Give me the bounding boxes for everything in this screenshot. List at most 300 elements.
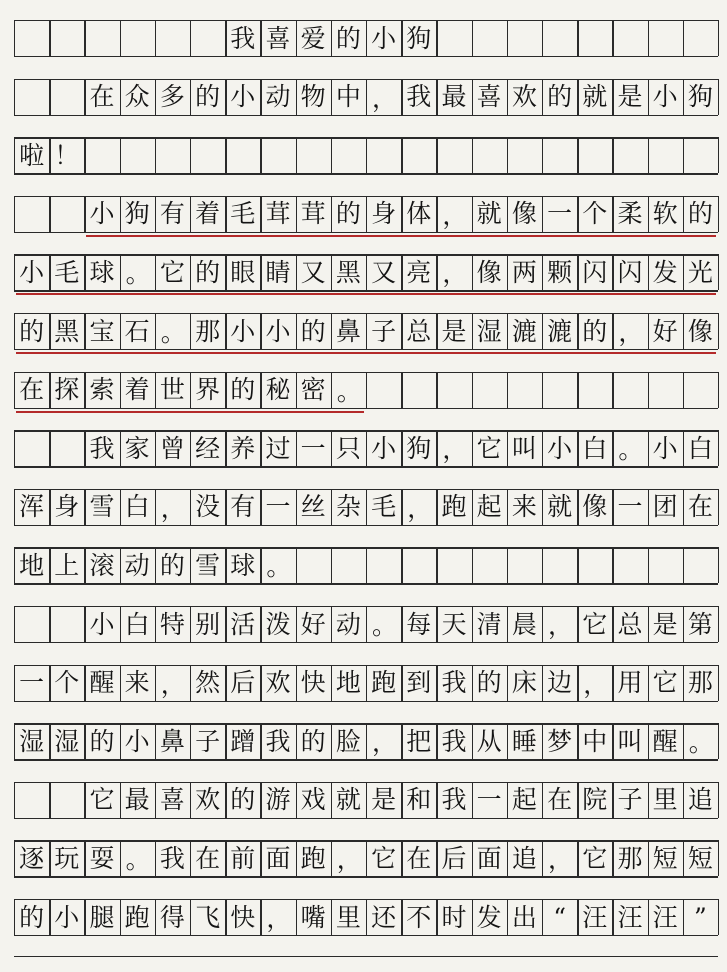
grid-cell: 院 xyxy=(582,785,608,815)
grid-line xyxy=(436,137,437,173)
grid-cell: 我 xyxy=(441,726,467,756)
grid-cell: 柔 xyxy=(617,199,643,229)
grid-cell xyxy=(14,20,49,56)
grid-line xyxy=(683,137,684,173)
grid-cell: 把 xyxy=(406,726,432,756)
grid-cell: 。 xyxy=(688,728,714,758)
grid-cell: 最 xyxy=(441,82,467,112)
grid-cell: 家 xyxy=(124,433,150,463)
grid-cell: 在 xyxy=(19,375,45,405)
grid-cell: 小 xyxy=(547,433,573,463)
grid-cell: 小 xyxy=(371,23,397,53)
grid-cell: 喜 xyxy=(159,785,185,815)
grid-cell: ， xyxy=(442,200,468,230)
underline-mark xyxy=(16,411,364,413)
grid-cell: 界 xyxy=(195,375,221,405)
grid-line xyxy=(14,232,718,233)
grid-cell: 发 xyxy=(476,902,502,932)
grid-cell: 然 xyxy=(195,668,221,698)
grid-line xyxy=(14,290,718,291)
grid-cell: 起 xyxy=(511,785,537,815)
grid-cell: 跑 xyxy=(300,843,326,873)
grid-cell: 它 xyxy=(582,609,608,639)
grid-cell: 游 xyxy=(265,785,291,815)
grid-cell: 一 xyxy=(300,433,326,463)
grid-cell: 狗 xyxy=(687,82,713,112)
grid-cell xyxy=(49,782,84,818)
grid-cell: 软 xyxy=(652,199,678,229)
grid-cell: 密 xyxy=(300,375,326,405)
grid-cell: 床 xyxy=(511,668,537,698)
grid-cell: 团 xyxy=(652,492,678,522)
grid-cell: 的 xyxy=(335,199,361,229)
grid-cell: 它 xyxy=(159,257,185,287)
grid-cell: 欢 xyxy=(511,82,537,112)
grid-cell: 清 xyxy=(476,609,502,639)
grid-cell: 晨 xyxy=(511,609,537,639)
grid-cell: 最 xyxy=(124,785,150,815)
grid-line xyxy=(718,372,719,408)
grid-cell: 石 xyxy=(124,316,150,346)
grid-cell: 狗 xyxy=(124,199,150,229)
grid-cell: 出 xyxy=(511,902,537,932)
grid-cell: 湿 xyxy=(19,726,45,756)
grid-cell: 在 xyxy=(195,843,221,873)
grid-cell: 狗 xyxy=(406,23,432,53)
grid-cell: 索 xyxy=(89,375,115,405)
grid-cell: 叫 xyxy=(511,433,537,463)
grid-cell: 身 xyxy=(54,492,80,522)
grid-cell: 起 xyxy=(476,492,502,522)
grid-line xyxy=(436,372,437,408)
grid-cell: ， xyxy=(548,611,574,640)
grid-cell: 。 xyxy=(125,259,151,289)
grid-cell: 白 xyxy=(124,609,150,639)
grid-cell xyxy=(14,606,49,642)
grid-cell: 漉 xyxy=(547,316,573,346)
grid-cell: 闪 xyxy=(617,257,643,287)
grid-cell: 动 xyxy=(265,82,291,112)
grid-line xyxy=(718,547,719,583)
grid-line xyxy=(683,547,684,583)
grid-cell: 里 xyxy=(335,902,361,932)
grid-cell: 个 xyxy=(54,668,80,698)
grid-cell: 像 xyxy=(476,257,502,287)
grid-cell: 欢 xyxy=(265,668,291,698)
grid-line xyxy=(14,876,718,877)
grid-line xyxy=(401,372,402,408)
grid-line xyxy=(542,20,543,56)
grid-cell xyxy=(49,430,84,466)
grid-cell: 地 xyxy=(335,668,361,698)
grid-cell: 一 xyxy=(617,492,643,522)
grid-cell xyxy=(155,20,190,56)
grid-cell: 它 xyxy=(371,843,397,873)
grid-cell: 的 xyxy=(230,375,256,405)
grid-cell: 来 xyxy=(124,668,150,698)
grid-cell xyxy=(14,196,49,232)
grid-cell: 一 xyxy=(265,492,291,522)
grid-cell: 鼻 xyxy=(335,316,361,346)
grid-cell: ！ xyxy=(54,140,80,170)
grid-cell: 我 xyxy=(441,668,467,698)
grid-line xyxy=(120,137,121,173)
grid-cell xyxy=(49,196,84,232)
grid-cell: 面 xyxy=(265,843,291,873)
grid-cell: 小 xyxy=(265,316,291,346)
grid-line xyxy=(648,372,649,408)
grid-cell: 它 xyxy=(476,433,502,463)
grid-cell xyxy=(49,20,84,56)
grid-line xyxy=(472,372,473,408)
grid-line xyxy=(542,547,543,583)
grid-cell: 茸 xyxy=(300,199,326,229)
grid-cell: 梦 xyxy=(547,726,573,756)
grid-cell: 浑 xyxy=(19,492,45,522)
grid-cell: 眼 xyxy=(230,257,256,287)
grid-cell: 在 xyxy=(547,785,573,815)
grid-cell: 中 xyxy=(335,82,361,112)
grid-line xyxy=(14,466,718,467)
grid-cell: 边 xyxy=(547,668,573,698)
grid-cell: 球 xyxy=(89,257,115,287)
grid-cell: 物 xyxy=(300,82,326,112)
grid-cell: 鼻 xyxy=(159,726,185,756)
grid-cell: 毛 xyxy=(230,199,256,229)
grid-cell: 雪 xyxy=(89,492,115,522)
grid-line xyxy=(155,137,156,173)
grid-line xyxy=(612,137,613,173)
underline-mark xyxy=(16,352,716,354)
grid-cell xyxy=(49,606,84,642)
grid-line xyxy=(366,372,367,408)
grid-line xyxy=(718,782,719,818)
grid-cell: 脸 xyxy=(335,726,361,756)
grid-cell: 它 xyxy=(89,785,115,815)
grid-cell: 。 xyxy=(372,611,398,640)
grid-line xyxy=(84,137,85,173)
grid-cell: 泼 xyxy=(265,609,291,639)
grid-cell: 的 xyxy=(159,550,185,580)
grid-line xyxy=(718,20,719,56)
grid-cell: 身 xyxy=(371,199,397,229)
grid-cell: ” xyxy=(694,902,707,932)
grid-cell: 醒 xyxy=(89,668,115,698)
grid-cell: 地 xyxy=(19,550,45,580)
grid-cell: 小 xyxy=(371,433,397,463)
grid-line xyxy=(507,137,508,173)
grid-cell: 小 xyxy=(230,82,256,112)
grid-cell: 睡 xyxy=(511,726,537,756)
grid-line xyxy=(648,20,649,56)
grid-cell: ， xyxy=(336,845,362,875)
grid-cell: 。 xyxy=(160,318,186,347)
grid-line xyxy=(577,547,578,583)
grid-cell xyxy=(84,20,119,56)
grid-cell: ， xyxy=(407,493,433,523)
underline-mark xyxy=(16,293,716,295)
grid-cell: 养 xyxy=(230,433,256,463)
grid-cell: 湿 xyxy=(54,726,80,756)
grid-cell: “ xyxy=(553,902,566,932)
grid-cell: 小 xyxy=(652,82,678,112)
grid-cell: 追 xyxy=(687,785,713,815)
grid-cell xyxy=(190,20,225,56)
grid-cell: 子 xyxy=(617,785,643,815)
grid-cell: 的 xyxy=(19,902,45,932)
grid-line xyxy=(366,137,367,173)
grid-cell: 嘴 xyxy=(300,902,326,932)
grid-cell: 闪 xyxy=(582,257,608,287)
grid-line xyxy=(718,430,719,466)
grid-line xyxy=(612,372,613,408)
grid-cell: 是 xyxy=(652,609,678,639)
grid-line xyxy=(401,547,402,583)
grid-line xyxy=(401,137,402,173)
grid-cell: 那 xyxy=(195,316,221,346)
grid-cell: 里 xyxy=(652,785,678,815)
grid-line xyxy=(577,20,578,56)
grid-cell: 第 xyxy=(687,609,713,639)
grid-cell: 活 xyxy=(230,609,256,639)
grid-cell: 欢 xyxy=(195,785,221,815)
grid-cell: 来 xyxy=(511,492,537,522)
grid-cell xyxy=(14,782,49,818)
grid-cell: 。 xyxy=(336,376,362,406)
grid-cell: 快 xyxy=(300,668,326,698)
grid-cell: ， xyxy=(372,83,398,113)
grid-line xyxy=(507,20,508,56)
grid-cell: 小 xyxy=(19,257,45,287)
grid-cell: 漉 xyxy=(511,316,537,346)
grid-cell: 动 xyxy=(335,609,361,639)
grid-line xyxy=(718,79,719,115)
grid-line xyxy=(718,606,719,642)
grid-cell: 体 xyxy=(406,199,432,229)
grid-cell: 的 xyxy=(89,726,115,756)
grid-cell: 湿 xyxy=(476,316,502,346)
grid-cell: 后 xyxy=(230,668,256,698)
grid-cell: 总 xyxy=(406,316,432,346)
grid-cell: 喜 xyxy=(265,23,291,53)
grid-line xyxy=(507,547,508,583)
grid-cell: 快 xyxy=(230,902,256,932)
grid-cell: 就 xyxy=(476,199,502,229)
grid-cell: ， xyxy=(442,435,468,465)
grid-cell: 着 xyxy=(195,199,221,229)
grid-line xyxy=(14,56,718,57)
grid-line xyxy=(14,701,718,702)
grid-cell: 跑 xyxy=(371,668,397,698)
grid-cell: 白 xyxy=(687,433,713,463)
grid-cell: 经 xyxy=(195,433,221,463)
grid-cell: 又 xyxy=(371,257,397,287)
grid-cell: 我 xyxy=(441,785,467,815)
grid-cell: 腿 xyxy=(89,902,115,932)
grid-cell: 前 xyxy=(230,843,256,873)
grid-cell: 着 xyxy=(124,375,150,405)
grid-cell: 众 xyxy=(124,82,150,112)
grid-cell: 黑 xyxy=(335,257,361,287)
grid-cell: 个 xyxy=(582,199,608,229)
grid-cell: 光 xyxy=(687,257,713,287)
grid-line xyxy=(718,254,719,290)
grid-line xyxy=(718,489,719,525)
grid-line xyxy=(225,137,226,173)
grid-line xyxy=(14,642,718,643)
grid-cell: 是 xyxy=(617,82,643,112)
grid-cell: 的 xyxy=(195,82,221,112)
grid-line xyxy=(542,372,543,408)
grid-cell: 秘 xyxy=(265,375,291,405)
grid-cell: 雪 xyxy=(195,550,221,580)
grid-cell: 逐 xyxy=(19,843,45,873)
grid-cell: 在 xyxy=(406,843,432,873)
grid-line xyxy=(190,137,191,173)
grid-cell: ， xyxy=(266,904,292,933)
grid-cell: 黑 xyxy=(54,316,80,346)
grid-cell: 宝 xyxy=(89,316,115,346)
grid-cell: 小 xyxy=(54,902,80,932)
grid-cell: 曾 xyxy=(159,433,185,463)
grid-cell: ， xyxy=(583,669,609,699)
grid-cell: 用 xyxy=(617,668,643,698)
grid-line xyxy=(366,547,367,583)
grid-cell: 一 xyxy=(476,785,502,815)
grid-cell: 飞 xyxy=(195,902,221,932)
grid-cell: 小 xyxy=(652,433,678,463)
grid-line xyxy=(718,840,719,876)
grid-cell xyxy=(14,430,49,466)
grid-cell: 短 xyxy=(687,843,713,873)
grid-line xyxy=(296,547,297,583)
grid-cell: 喜 xyxy=(476,82,502,112)
grid-cell: ， xyxy=(372,728,398,758)
grid-line xyxy=(472,20,473,56)
grid-cell: 小 xyxy=(124,726,150,756)
grid-cell: 天 xyxy=(441,609,467,639)
grid-line xyxy=(577,137,578,173)
grid-cell: 球 xyxy=(230,550,256,580)
grid-cell: 就 xyxy=(335,785,361,815)
grid-cell: 我 xyxy=(89,433,115,463)
grid-cell: 的 xyxy=(19,316,45,346)
grid-cell: 白 xyxy=(582,433,608,463)
grid-cell: 像 xyxy=(511,199,537,229)
grid-cell: 。 xyxy=(266,552,292,582)
grid-cell: 像 xyxy=(687,316,713,346)
grid-cell: 世 xyxy=(159,375,185,405)
grid-cell: 到 xyxy=(406,668,432,698)
grid-cell: 我 xyxy=(406,82,432,112)
grid-cell: 中 xyxy=(582,726,608,756)
grid-cell: 有 xyxy=(159,199,185,229)
grid-cell: 和 xyxy=(406,785,432,815)
grid-cell: 面 xyxy=(476,843,502,873)
grid-cell: 特 xyxy=(159,609,185,639)
grid-cell: 醒 xyxy=(652,726,678,756)
grid-cell: 戏 xyxy=(300,785,326,815)
grid-cell: 的 xyxy=(335,23,361,53)
grid-cell xyxy=(14,79,49,115)
grid-line xyxy=(472,137,473,173)
grid-cell: 狗 xyxy=(406,433,432,463)
grid-cell: ， xyxy=(548,845,574,875)
grid-cell: 的 xyxy=(195,257,221,287)
grid-cell: 子 xyxy=(371,316,397,346)
grid-cell: 的 xyxy=(300,726,326,756)
grid-cell: 动 xyxy=(124,550,150,580)
grid-cell: 追 xyxy=(511,843,537,873)
grid-cell xyxy=(120,20,155,56)
grid-cell: 白 xyxy=(124,492,150,522)
grid-cell: 的 xyxy=(230,785,256,815)
grid-line xyxy=(718,665,719,701)
grid-cell: 我 xyxy=(159,843,185,873)
grid-cell: 毛 xyxy=(371,492,397,522)
grid-cell: 好 xyxy=(300,609,326,639)
grid-cell: 颗 xyxy=(547,257,573,287)
grid-cell: 跑 xyxy=(441,492,467,522)
grid-line xyxy=(542,137,543,173)
grid-cell: 睛 xyxy=(265,257,291,287)
grid-line xyxy=(507,372,508,408)
grid-cell: 一 xyxy=(19,668,45,698)
grid-line xyxy=(718,313,719,349)
grid-cell: 时 xyxy=(441,902,467,932)
grid-line xyxy=(14,583,718,584)
grid-line xyxy=(14,408,718,409)
grid-cell: ， xyxy=(442,259,468,289)
grid-cell: 那 xyxy=(617,843,643,873)
grid-line xyxy=(648,547,649,583)
grid-cell: 那 xyxy=(687,668,713,698)
grid-cell: 小 xyxy=(230,316,256,346)
grid-cell: 就 xyxy=(547,492,573,522)
grid-cell: 跑 xyxy=(124,902,150,932)
grid-cell: 。 xyxy=(125,845,151,875)
grid-line xyxy=(14,935,718,936)
grid-line xyxy=(260,137,261,173)
grid-cell: 。 xyxy=(618,435,644,465)
grid-line xyxy=(436,20,437,56)
grid-cell: 好 xyxy=(652,316,678,346)
grid-line xyxy=(612,20,613,56)
grid-line xyxy=(577,372,578,408)
grid-line xyxy=(331,137,332,173)
grid-cell: 叫 xyxy=(617,726,643,756)
grid-cell: 的 xyxy=(476,668,502,698)
grid-cell: 得 xyxy=(159,902,185,932)
grid-line xyxy=(14,349,718,350)
grid-line xyxy=(683,20,684,56)
grid-line xyxy=(331,547,332,583)
grid-line xyxy=(718,899,719,935)
grid-cell: 过 xyxy=(265,433,291,463)
grid-line xyxy=(14,173,718,174)
grid-cell: 的 xyxy=(547,82,573,112)
grid-cell: 茸 xyxy=(265,199,291,229)
grid-cell: 总 xyxy=(617,609,643,639)
grid-cell: 丝 xyxy=(300,492,326,522)
grid-line xyxy=(296,137,297,173)
grid-line xyxy=(683,372,684,408)
grid-cell: 探 xyxy=(54,375,80,405)
grid-cell: 小 xyxy=(89,199,115,229)
grid-cell: 它 xyxy=(652,668,678,698)
grid-cell: 耍 xyxy=(89,843,115,873)
grid-line xyxy=(14,115,718,116)
